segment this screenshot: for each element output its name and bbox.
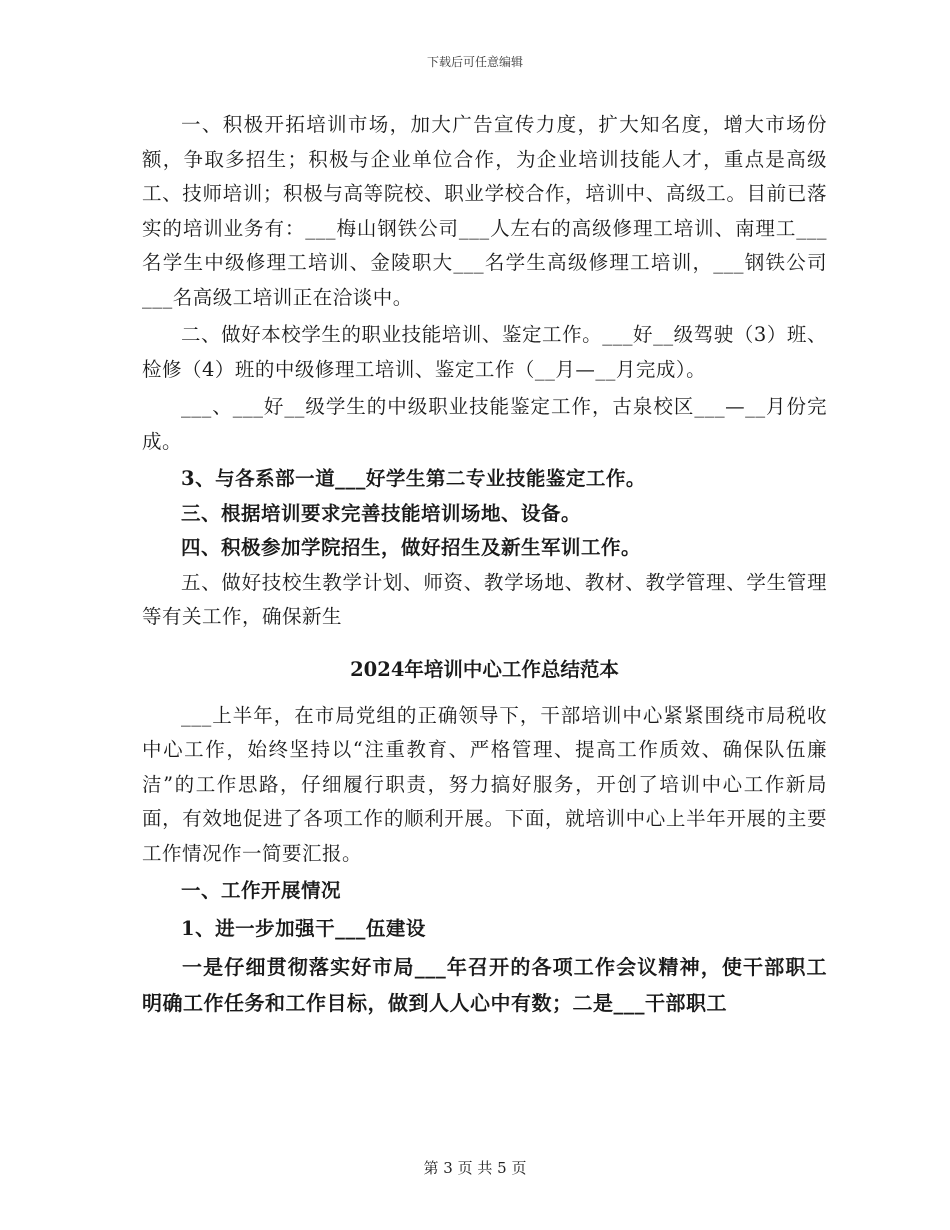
- section-heading: 一、工作开展情况: [181, 879, 342, 902]
- section-title: 2024年培训中心工作总结范本: [350, 657, 619, 681]
- paragraph: 三、根据培训要求完善技能培训场地、设备。: [181, 501, 582, 525]
- header-note: 下载后可任意编辑: [426, 55, 523, 69]
- paragraph: 3、与各系部一道___好学生第二专业技能鉴定工作。: [181, 467, 646, 490]
- paragraph: 四、积极参加学院招生，做好招生及新生军训工作。: [181, 536, 642, 559]
- document-body: [142, 108, 827, 1021]
- paragraph: 一、积极开拓培训市场，加大广告宣传力度，扩大知名度，增大市场份额，争取多招生；积极与企业单位合作，为企业培训技能人才，重点是高级工、技师培训；积极与高等院校、职业学校合作，培训中、高级工。目前已落实的培训业务有：___梅山钢铁公司___人左右的高级修理工培训、南理工___名学生中级修理工培训、金陵职大___名学生高级修理工培训，___钢铁公司___名高级工培训正在洽谈中。: [142, 113, 827, 309]
- subsection-heading: 1、进一步加强干___伍建设: [181, 916, 426, 940]
- paragraph: 一是仔细贯彻落实好市局___年召开的各项工作会议精神，使干部职工明确工作任务和工作目标，做到人人心中有数；二是___干部职工: [142, 955, 827, 1015]
- paragraph: ___上半年，在市局党组的正确领导下，干部培训中心紧紧围绕市局税收中心工作，始终坚持以“注重教育、严格管理、提高工作质效、确保队伍廉洁”的工作思路，仔细履行职责，努力搞好服务，开创了培训中心工作新局面，有效地促进了各项工作的顺利开展。下面，就培训中心上半年开展的主要工作情况作一简要汇报。: [142, 703, 827, 865]
- paragraph: 五、做好技校生教学计划、师资、教学场地、教材、教学管理、学生管理等有关工作，确保新生: [142, 570, 827, 628]
- paragraph: ___、___好__级学生的中级职业技能鉴定工作，古泉校区___—__月份完成。: [142, 395, 827, 453]
- paragraph: 二、做好本校学生的职业技能培训、鉴定工作。___好__级驾驶（3）班、检修（4）班的中级修理工培训、鉴定工作（__月—__月完成）。: [142, 323, 827, 381]
- page-number: 第 3 页 共 5 页: [423, 1159, 527, 1177]
